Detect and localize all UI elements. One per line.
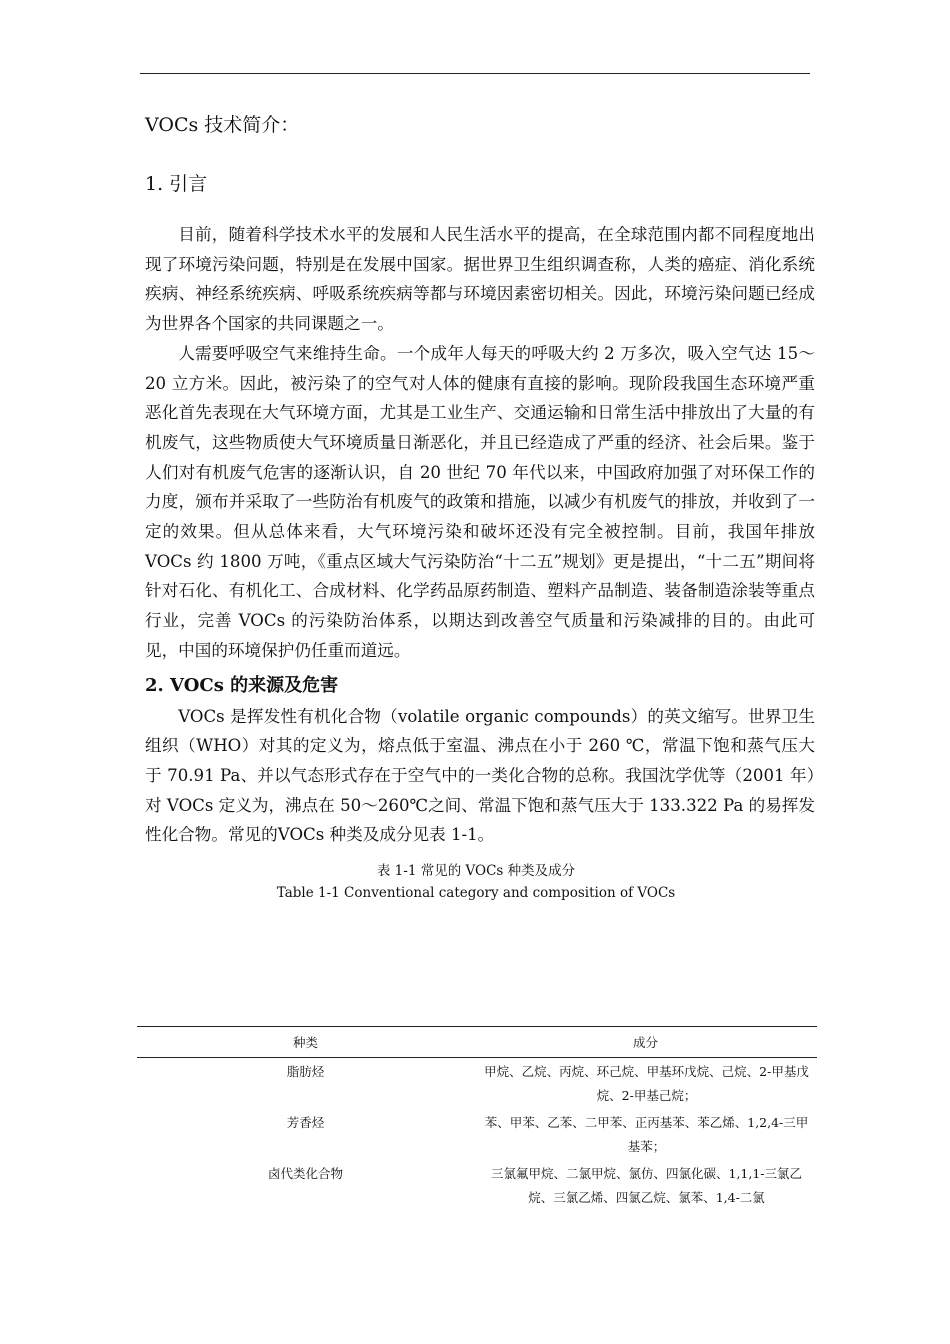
- table-caption-en: Table 1-1 Conventional category and composition of VOCs: [276, 885, 676, 902]
- section-1-paragraph-2: 人需要呼吸空气来维持生命。一个成年人每天的呼吸大约 2 万多次，吸入空气达 15～20 立方米。因此，被污染了的空气对人体的健康有直接的影响。现阶段我国生态环境严重恶化首先表现在大气环境方面，尤其是工业生产、交通运输和日常生活中排放出了大量的有机废气，这些物质使大气环境质量日渐恶化，并且已经造成了严重的经济、社会后果。鉴于人们对有机废气危害的逐渐认识，自 20 世纪 70 年代以来，中国政府加强了对环保工作的力度，颁布并采取了一些防治有机废气的政策和措施，以减少有机废气的排放，并收到了一定的效果。但从总体来看，大气环境污染和破坏还没有完全被控制。目前，我国年排放 VOCs 约 1800 万吨，《重点区域大气污染防治“十二五”规划》更是提出，“十二五”期间将针对石化、有机化工、合成材料、化学药品原药制造、塑料产品制造、装备制造涂装等重点行业，完善 VOCs 的污染防治体系，以期达到改善空气质量和污染减排的目的。由此可见，中国的环境保护仍任重而道远。: [145, 343, 815, 660]
- section-1-paragraph-1: 目前，随着科学技术水平的发展和人民生活水平的提高，在全球范围内都不同程度地出现了环境污染问题，特别是在发展中国家。据世界卫生组织调查称，人类的癌症、消化系统疾病、神经系统疾病、呼吸系统疾病等都与环境因素密切相关。因此，环境污染问题已经成为世界各个国家的共同课题之一。: [145, 225, 815, 334]
- voc-category-table: [137, 1026, 817, 1211]
- row-components: 三氯氟甲烷、二氯甲烷、氯仿、四氯化碳、1,1,1-三氯乙烷、三氯乙烯、四氯乙烷、氯苯、1,4-二氯: [490, 1166, 803, 1205]
- document-title: VOCs 技术简介：: [145, 114, 300, 136]
- row-category: 芳香烃: [286, 1115, 325, 1130]
- section-1-heading: 1. 引言: [145, 173, 208, 195]
- header-components: 成分: [632, 1035, 658, 1050]
- row-components: 甲烷、乙烷、丙烷、环己烷、甲基环戊烷、己烷、2-甲基戊烷、2-甲基己烷；: [484, 1064, 809, 1103]
- table-caption-cn: 表 1-1 常见的 VOCs 种类及成分: [376, 863, 576, 880]
- table-row: [137, 1058, 817, 1110]
- header-category: 种类: [292, 1035, 318, 1050]
- row-components: 苯、甲苯、乙苯、二甲苯、正丙基苯、苯乙烯、1,2,4-三甲基苯；: [484, 1115, 809, 1154]
- document-body: [145, 108, 815, 904]
- row-category: 脂肪烃: [286, 1064, 325, 1079]
- table-row: [137, 1160, 817, 1211]
- section-2-heading: 2. VOCs 的来源及危害: [145, 674, 339, 696]
- table-header-row: [137, 1027, 817, 1058]
- section-2-paragraph-1: VOCs 是挥发性有机化合物（volatile organic compounds）的英文缩写。世界卫生组织（WHO）对其的定义为，熔点低于室温、沸点在小于 260 ℃，常温下饱和蒸气压大于 70.91 Pa、并以气态形式存在于空气中的一类化合物的总称。我国沈学优等（2001 年）对 VOCs 定义为，沸点在 50～260℃之间、常温下饱和蒸气压大于 133.322 Pa 的易挥发性化合物。常见的VOCs 种类及成分见表 1-1。: [145, 706, 815, 845]
- table-row: [137, 1109, 817, 1160]
- row-category: 卤代类化合物: [267, 1166, 343, 1181]
- header-rule: [140, 73, 810, 74]
